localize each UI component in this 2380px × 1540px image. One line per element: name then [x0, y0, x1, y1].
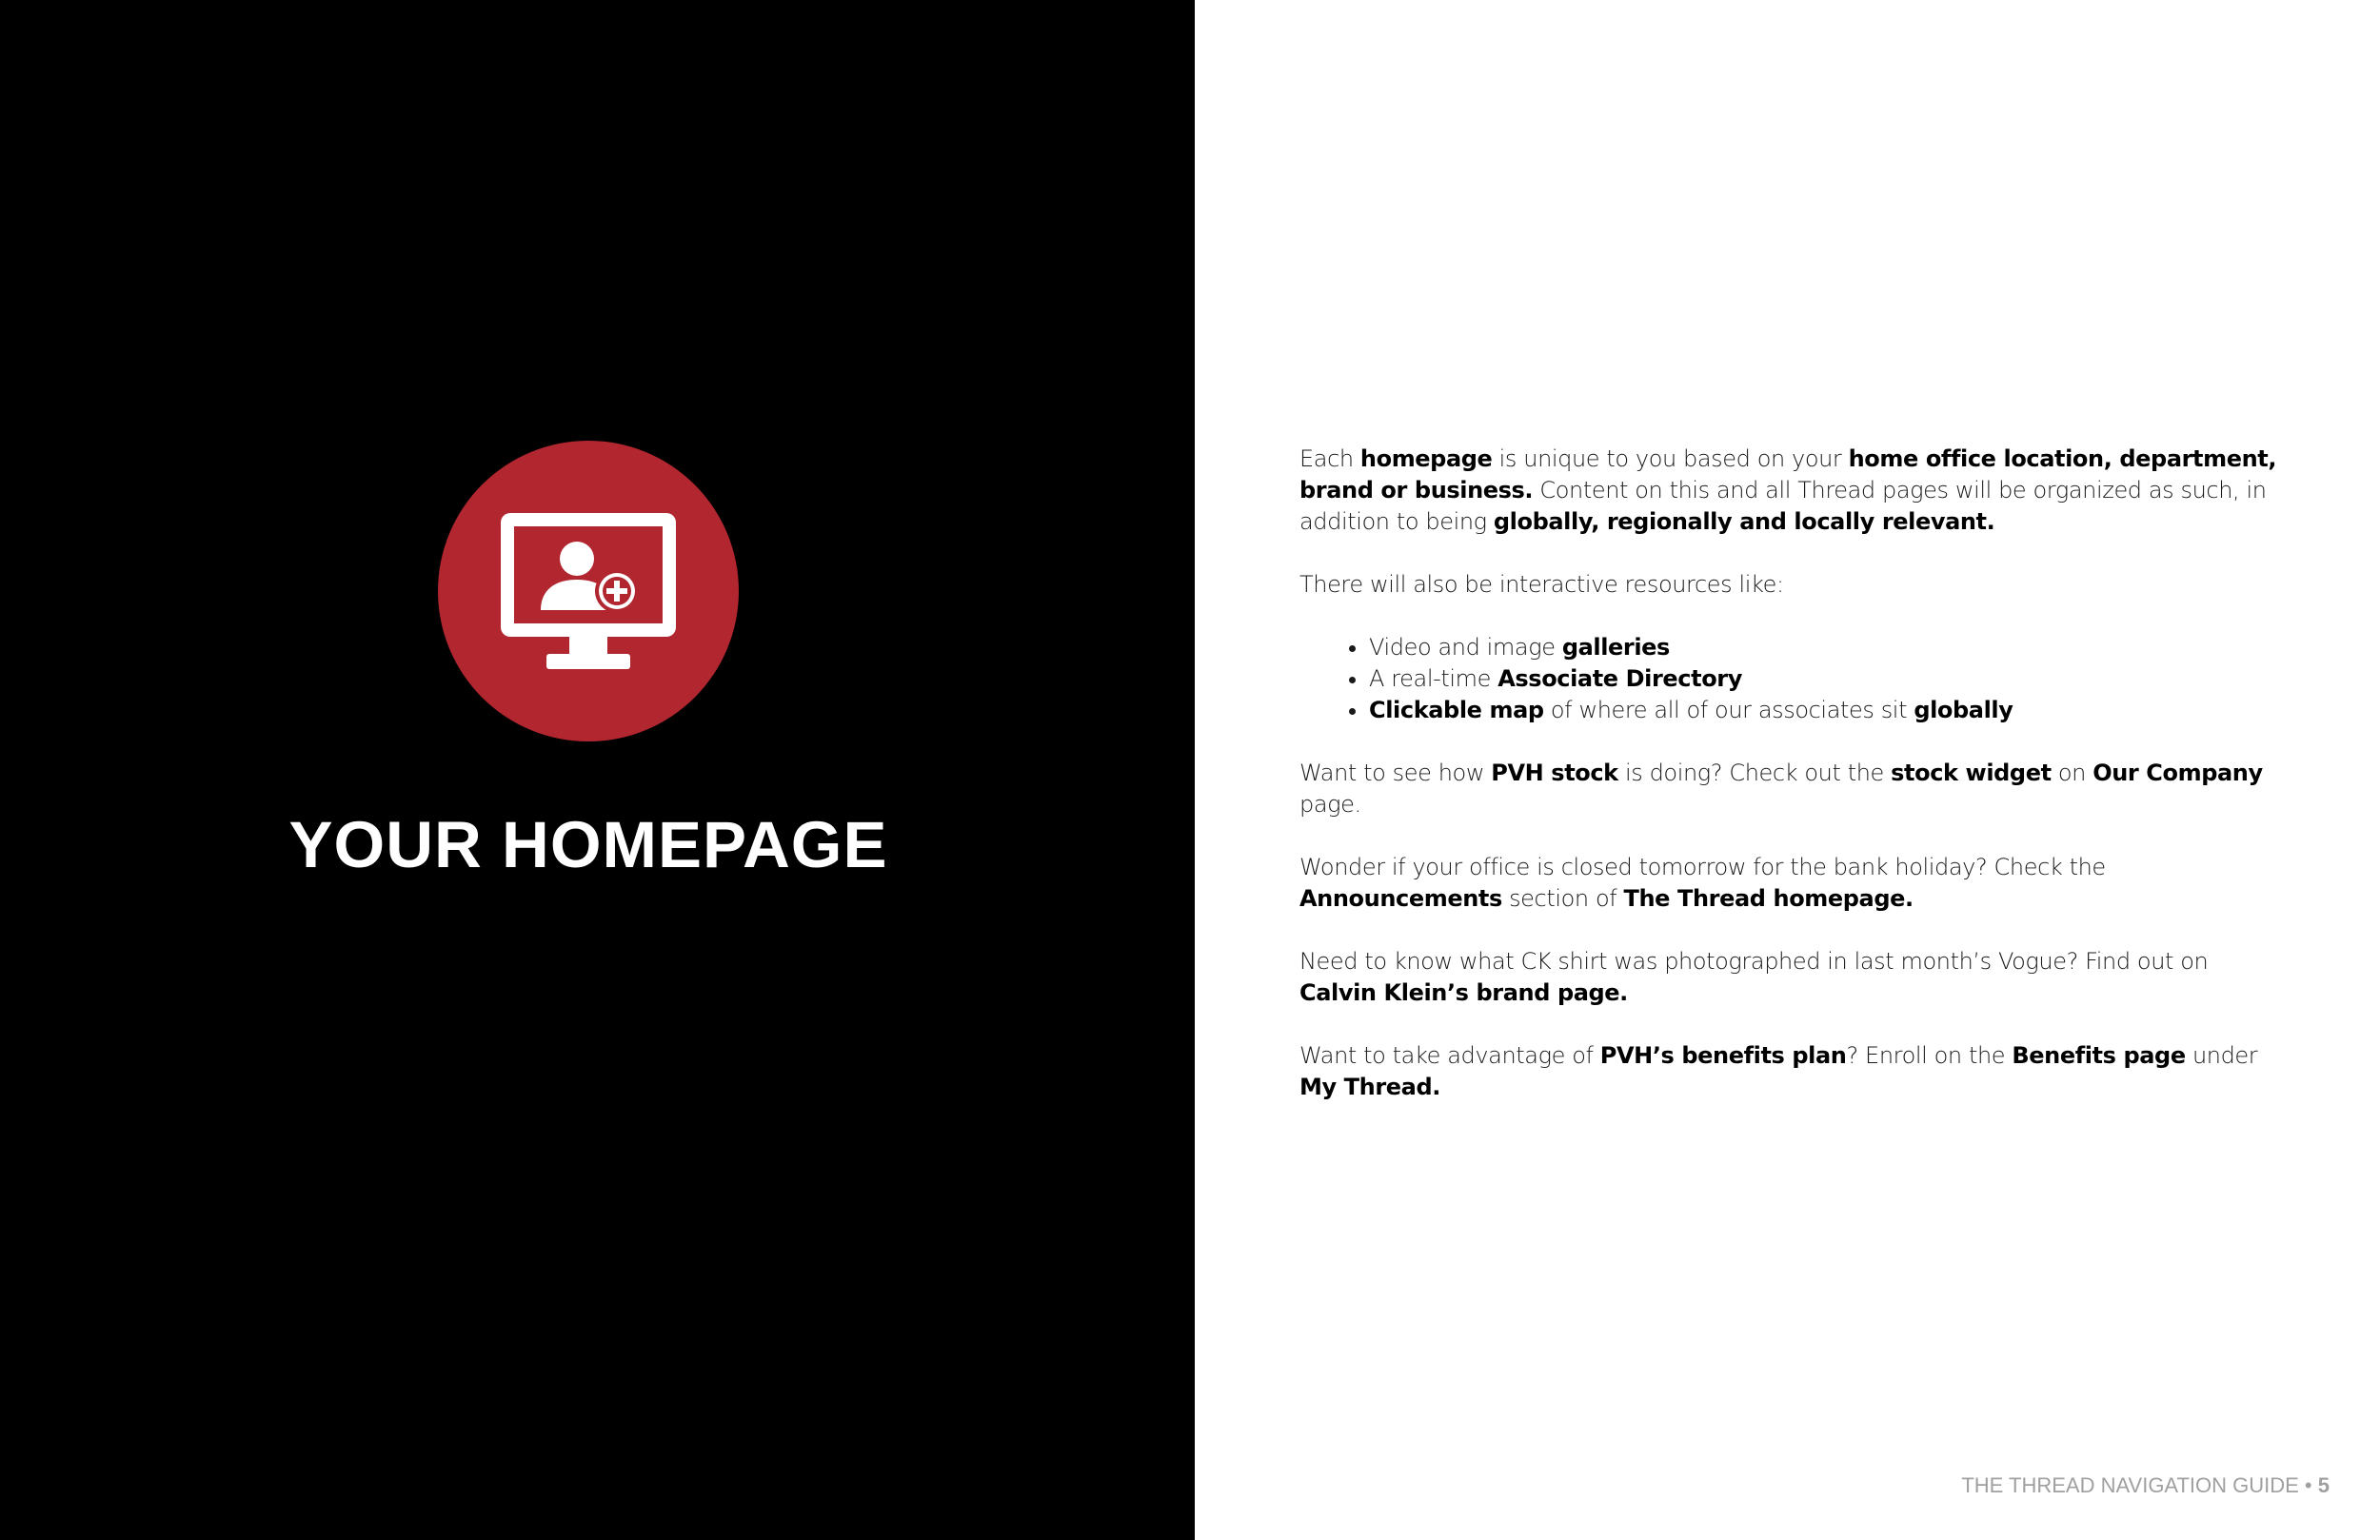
bold-run: Clickable map [1369, 697, 1544, 723]
text-run: page. [1299, 791, 1361, 818]
paragraph-benefits [1299, 1040, 2290, 1103]
bold-run: The Thread homepage. [1623, 885, 1914, 912]
text-run: Video and image [1369, 634, 1562, 661]
bold-run: home office location, department, brand or business. [1299, 445, 2277, 503]
text-run: is unique to you based on your [1492, 445, 1849, 472]
text-run: of where all of our associates sit [1543, 697, 1914, 723]
bold-run: homepage [1359, 445, 1493, 472]
bold-run: PVH stock [1491, 760, 1618, 786]
text-run: on [2051, 760, 2093, 786]
bold-run: Calvin Klein’s brand page. [1299, 979, 1628, 1006]
footer-label: THE THREAD NAVIGATION GUIDE [1961, 1473, 2299, 1497]
bold-run: Announcements [1299, 885, 1502, 912]
bold-run: My Thread. [1299, 1074, 1440, 1100]
paragraph-brand-page [1299, 946, 2290, 1009]
page-footer [1961, 1473, 2330, 1498]
bold-run: Associate Directory [1497, 665, 1742, 692]
paragraph-stock [1299, 758, 2290, 820]
bold-run: PVH’s benefits plan [1599, 1042, 1847, 1069]
paragraph-announcements [1299, 852, 2290, 915]
text-run: Want to see how [1299, 760, 1492, 786]
footer-separator: • [2298, 1473, 2318, 1497]
page-title: YOUR HOMEPAGE [288, 808, 888, 881]
bold-run: Our Company [2092, 760, 2263, 786]
monitor-add-user-icon [438, 441, 739, 741]
bold-run: globally [1914, 697, 2013, 723]
text-run: Each [1299, 445, 1360, 472]
text-run: ? Enroll on the [1846, 1042, 2013, 1069]
list-item [1369, 695, 2290, 726]
text-run: Content on this and all Thread pages will be organized as such, in addition to being [1299, 477, 2267, 535]
bold-run: stock widget [1891, 760, 2052, 786]
bold-run: galleries [1561, 634, 1670, 661]
bold-run: globally, regionally and locally relevant. [1493, 508, 1995, 535]
text-run: Need to know what CK shirt was photographed in last month’s Vogue? Find out on [1299, 948, 2209, 975]
homepage-icon-circle [438, 441, 739, 741]
body-text [1299, 444, 2290, 1135]
paragraph-homepage-intro [1299, 444, 2290, 538]
text-run: under [2185, 1042, 2258, 1069]
bold-run: Benefits page [2012, 1042, 2186, 1069]
text-run: section of [1501, 885, 1624, 912]
list-item [1369, 632, 2290, 663]
page-number: 5 [2317, 1473, 2330, 1497]
paragraph-resources-intro: There will also be interactive resources like: [1299, 571, 1784, 598]
list-item [1369, 663, 2290, 695]
text-run: is doing? Check out the [1617, 760, 1892, 786]
text-run: A real-time [1369, 665, 1498, 692]
resources-list [1299, 632, 2290, 726]
text-run: Wonder if your office is closed tomorrow for the bank holiday? Check the [1299, 854, 2106, 880]
text-run: Want to take advantage of [1299, 1042, 1600, 1069]
